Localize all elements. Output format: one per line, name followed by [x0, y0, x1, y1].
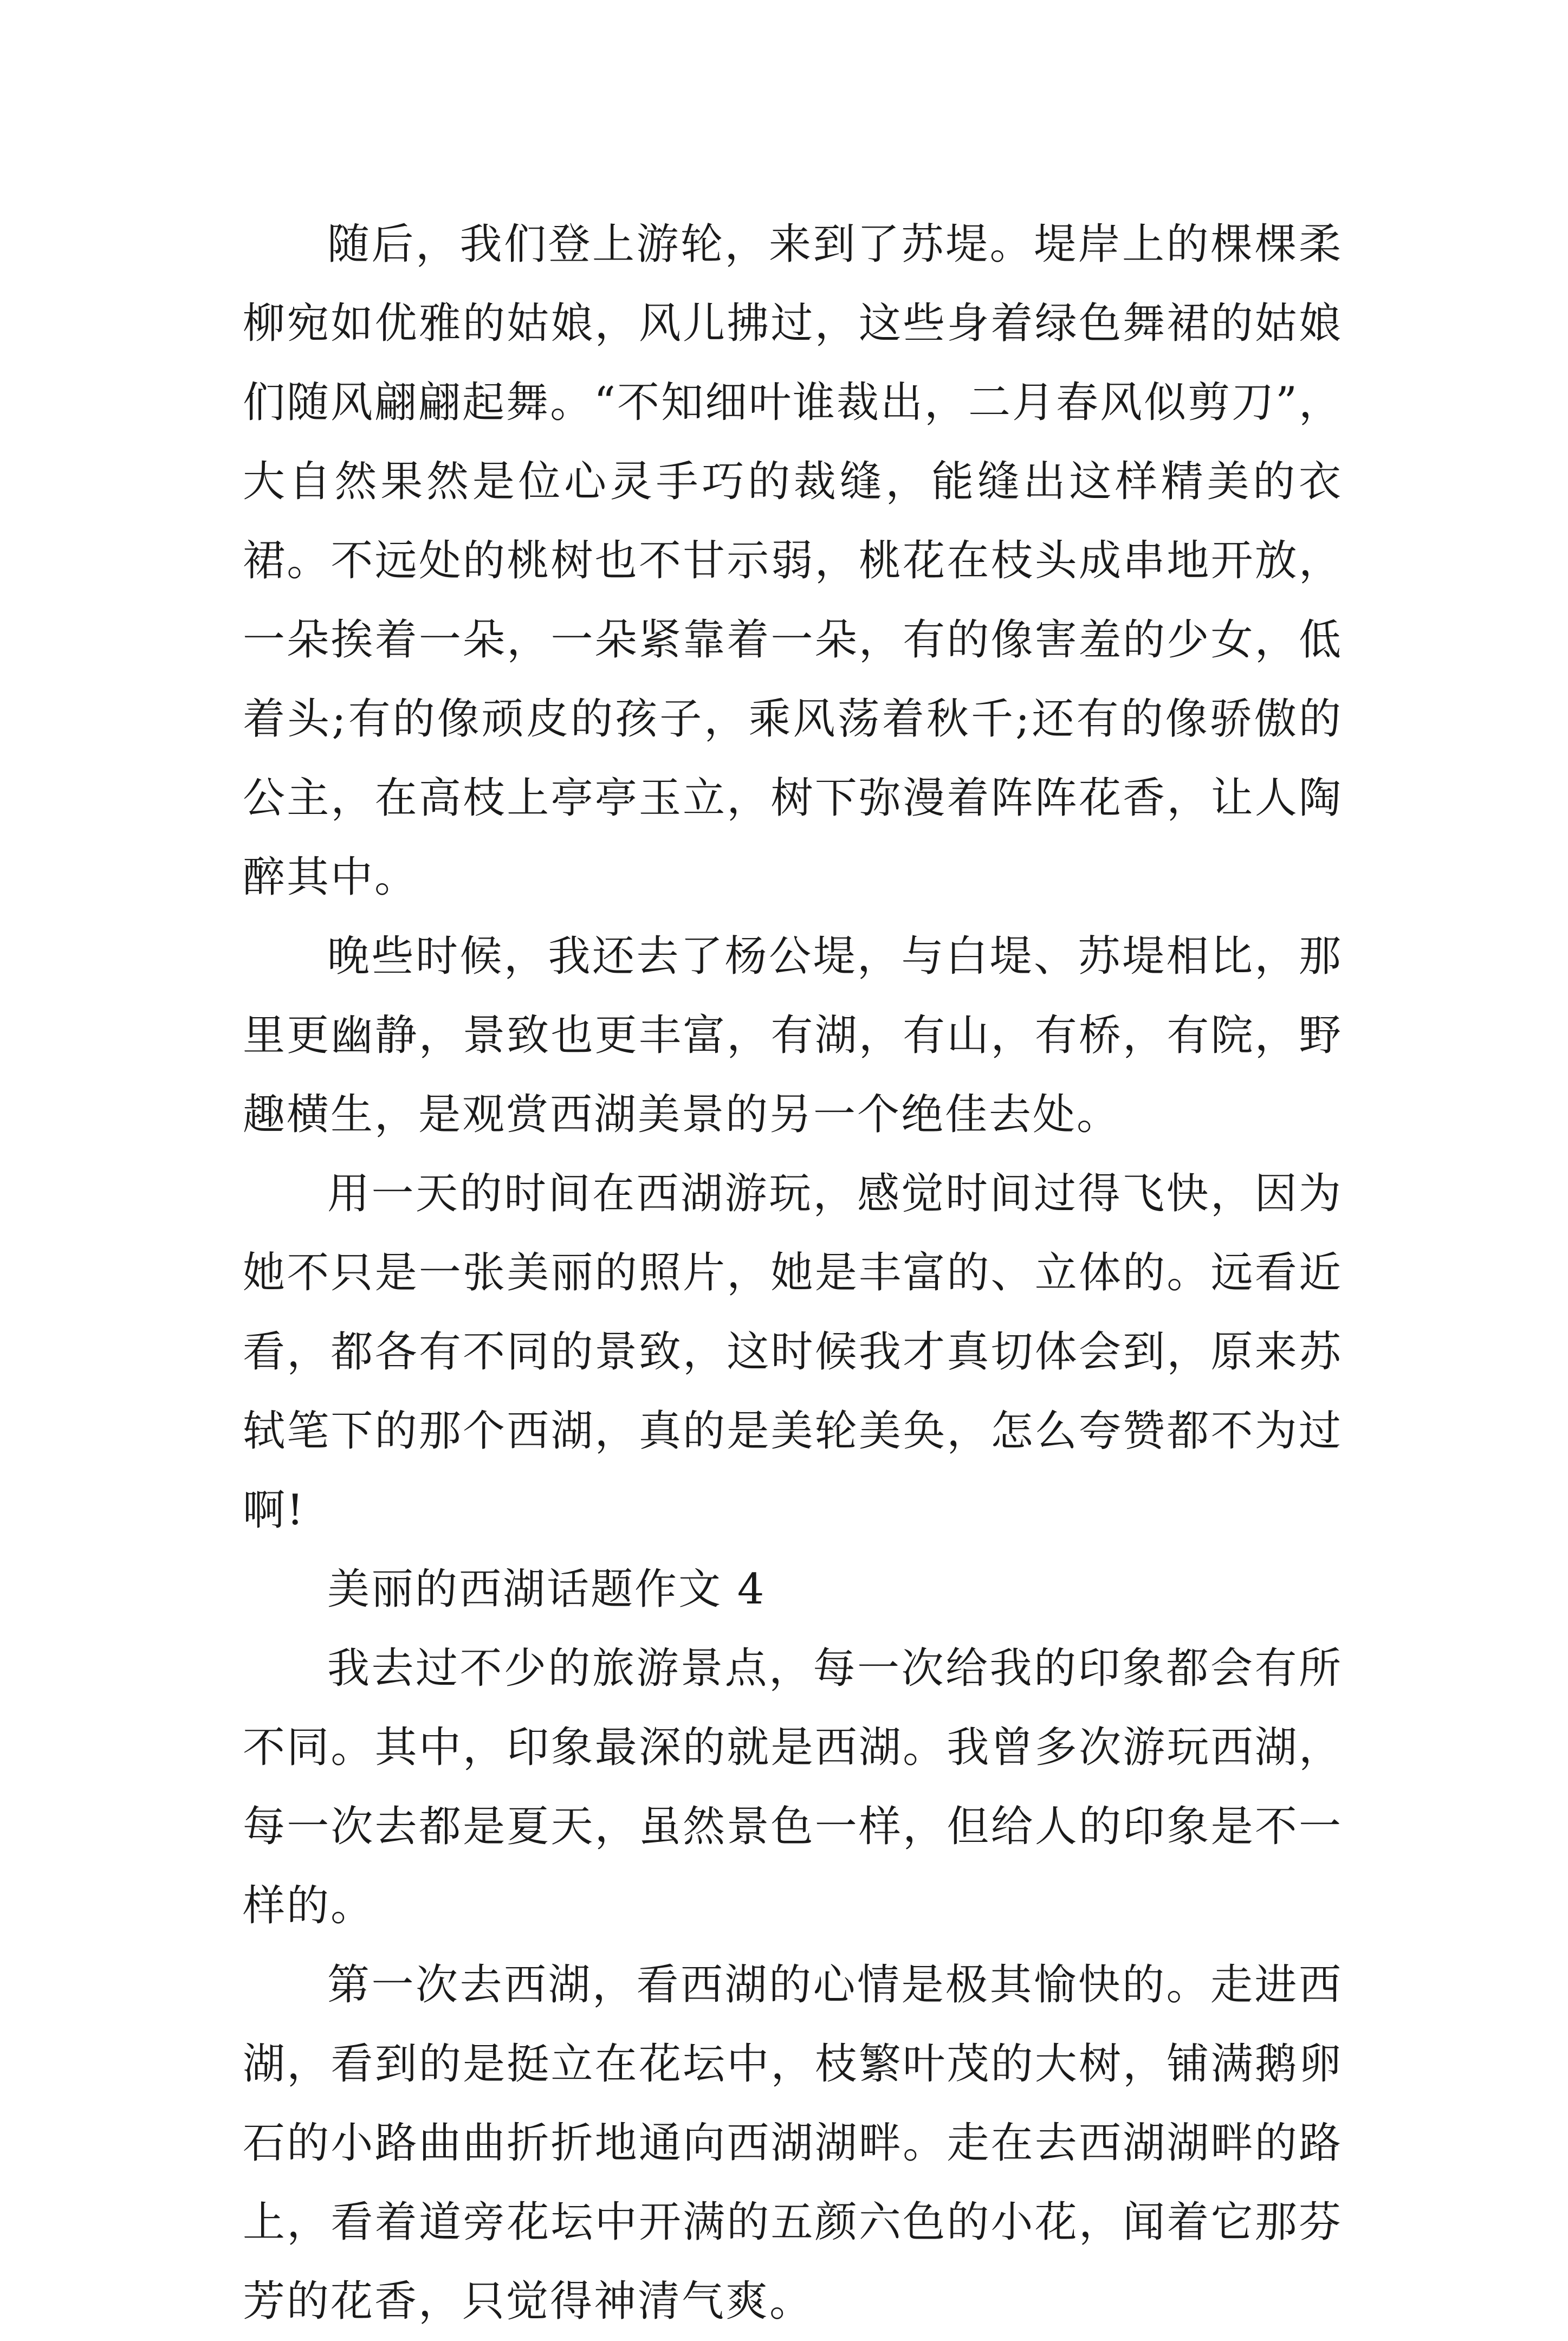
paragraph-su-causeway: 随后，我们登上游轮，来到了苏堤。堤岸上的棵棵柔柳宛如优雅的姑娘，风儿拂过，这些身着绿色舞裙的姑娘们随风翩翩起舞。“不知细叶谁裁出，二月春风似剪刀”，大自然果然是位心灵手巧的裁缝，能缝出这样精美的衣裙。不远处的桃树也不甘示弱，桃花在枝头成串地开放，一朵挨着一朵，一朵紧靠着一朵，有的像害羞的少女，低着头;有的像顽皮的孩子，乘风荡着秋千;还有的像骄傲的公主，在高枝上亭亭玉立，树下弥漫着阵阵花香，让人陶醉其中。 [243, 220, 1343, 902]
paragraph-impressions: 我去过不少的旅游景点，每一次给我的印象都会有所不同。其中，印象最深的就是西湖。我曾多次游玩西湖，每一次去都是夏天，虽然景色一样，但给人的印象是不一样的。 [243, 1644, 1343, 1930]
document-body [243, 205, 1343, 2341]
essay-heading: 美丽的西湖话题作文 4 [327, 1565, 766, 1614]
paragraph-first-visit: 第一次去西湖，看西湖的心情是极其愉快的。走进西湖，看到的是挺立在花坛中，枝繁叶茂的大树，铺满鹅卵石的小路曲曲折折地通向西湖湖畔。走在去西湖湖畔的路上，看着道旁花坛中开满的五颜六色的小花，闻着它那芬芳的花香，只觉得神清气爽。 [243, 1961, 1343, 2326]
paragraph-one-day-trip: 用一天的时间在西湖游玩，感觉时间过得飞快，因为她不只是一张美丽的照片，她是丰富的、立体的。远看近看，都各有不同的景致，这时候我才真切体会到，原来苏轼笔下的那个西湖，真的是美轮美奂，怎么夸赞都不为过啊! [243, 1169, 1343, 1535]
paragraph-yanggong-causeway: 晚些时候，我还去了杨公堤，与白堤、苏堤相比，那里更幽静，景致也更丰富，有湖，有山，有桥，有院，野趣横生，是观赏西湖美景的另一个绝佳去处。 [243, 932, 1343, 1139]
